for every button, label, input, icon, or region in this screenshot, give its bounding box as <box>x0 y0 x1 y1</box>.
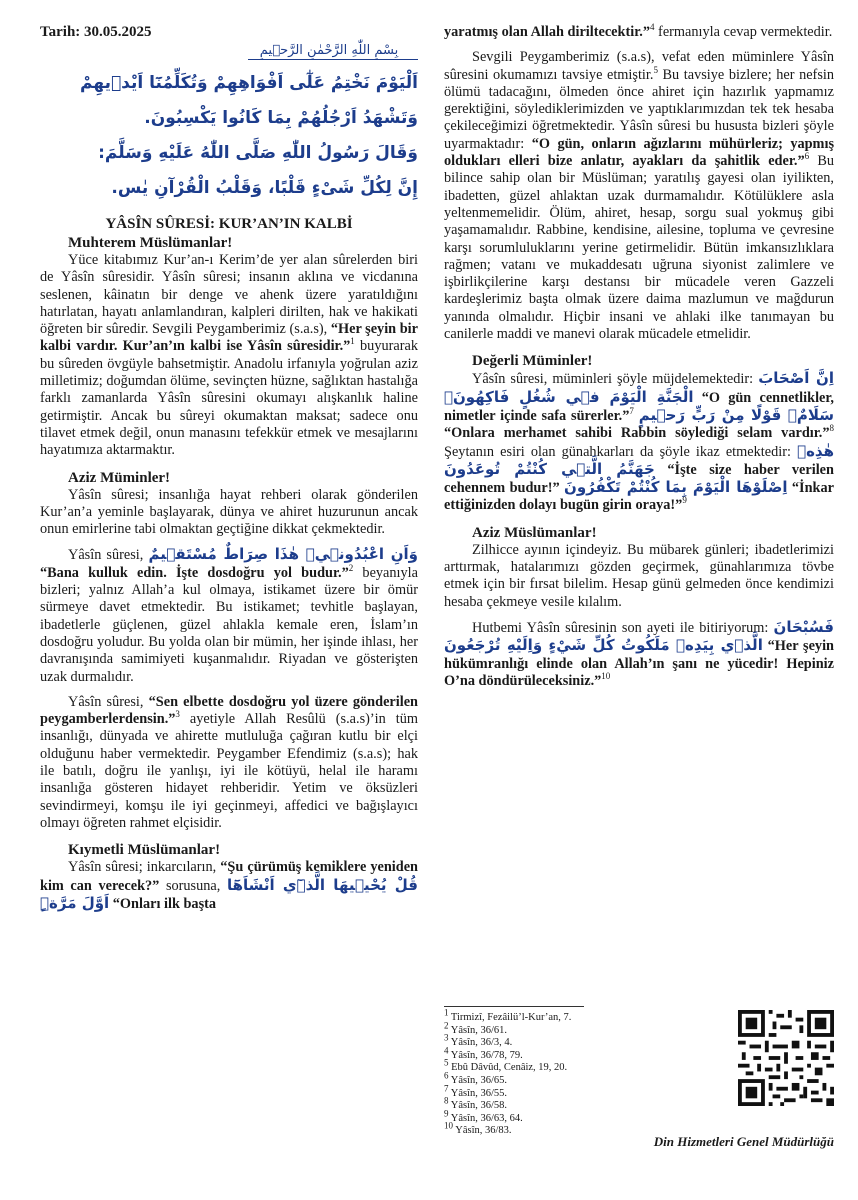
qr-code-icon[interactable] <box>738 1010 834 1106</box>
sermon-title: YÂSÎN SÛRESİ: KUR’AN’IN KALBİ <box>105 216 353 232</box>
paragraph-5-cont: yaratmış olan Allah diriltecektir.”$^4$ fermanıyla cevap vermektedir. <box>444 22 833 40</box>
heading-aziz-mu-minler: Aziz Müminler! <box>68 469 171 486</box>
inline-verse-7d: اِصْلَوْهَا الْيَوْمَ بِمَا كُنْتُمْ تَكْفُرُونَ <box>564 478 788 497</box>
footnote-item: 9 Yâsîn, 36/63, 64. <box>444 1108 523 1124</box>
inline-verse-7c: هٰذِه۪ جَهَنَّمُ الَّت۪ي كُنْتُمْ تُوعَدُونَ <box>444 441 834 478</box>
footnote-item: 10 Yâsîn, 36/83. <box>444 1120 512 1137</box>
paragraph-1: Yüce kitabımız Kur’an-ı Kerim’de yer alan sûrelerden biri de Yâsîn sûresidir. Yâsîn sûresi; insanın aklına ve vicdanına seslenen, kâinatın bir denge ve ahenk üzere yaratıldığını hatırlatan, hayatı anlamlandıran, kalpleri dirilten, hak ve hakikati öğreten bir sûredir. Sevgili Peygamberimiz (s.a.s), “Her şeyin bir kalbi vardır. Kur’an’ın kalbi ise Yâsîn sûresidir.”$^1$ buyurarak bu sûreden övgüyle bahsetmiştir. Anadolu irfanıyla yoğrulan aziz milletimiz; doğumdan ölüme, sevinçten hüzne, sağlıktan hastalığa farklı zamanlarda Yâsîn sûresini okumayı alışkanlık haline getirmiştir. Ancak bu sûreyi okumaktan maksat; sadece onu tilavet etmek değil, onun manasını tefekkür etmek ve mesajlarını hayatımıza aktarmaktır. <box>40 252 418 459</box>
paragraph-8: Zilhicce ayının içindeyiz. Bu mübarek günleri; ibadetlerimizi arttırmak, hatalarımızı gözden geçirmek, günahlarımıza tövbe etmek için bir fırsat bilelim. Hesap günü gelmeden önce kendimizi hesaba çekmeye vesile kılalım. <box>444 541 834 610</box>
footnote-item: 8 Yâsîn, 36/58. <box>444 1095 508 1112</box>
date-label: Tarih: 30.05.2025 <box>40 24 152 40</box>
inline-verse-3: وَاَنِ اعْبُدُون۪يۜ هٰذَا صِرَاطٌ مُسْتَق۪يمٌ <box>148 545 419 564</box>
footnote-item: 4 Yâsîn, 36/78, 79. <box>444 1045 523 1061</box>
paragraph-2: Yâsîn sûresi; insanlığa hayat rehberi olarak gönderilen Kur’an’a yeminle başlayarak, dünya ve ahiret huzurunun ancak onun emirlerine tabi olmaktan geçtiğine dikkat çekmektedir. <box>40 486 418 538</box>
paragraph-4: Yâsîn sûresi, “Sen elbette dosdoğru yol üzere gönderilen peygamberlerdensin.”$^3$ ayetiyle Allah Resûlü (s.a.s)’in tüm insanlığı, dünyada ve ahirette mutluluğa çağıran kutlu bir elçi olduğunu haber vermektedir. Peygamber Efendimiz (s.a.s); hak ile batılı, doğru ile yanlışı, iyi ile kötüyü, helal ile haramı insanlığa gösteren hidayet rehberidir. Yetim ve öksüzleri sevindirmeyi, komşu ile iyi geçinmeyi, affedici ve bağışlayıcı olmayı öğreten rahmet elçisidir. <box>40 693 419 831</box>
heading-aziz-muslumanlar: Aziz Müslümanlar! <box>472 524 597 541</box>
paragraph-7: Yâsîn sûresi, müminleri şöyle müjdelemektedir: اِنَّ اَصْحَابَ الْجَنَّةِ الْيَوْمَ ف۪ي شُغُلٍ فَاكِهُونَۚ “O gün cennetlikler, nimetler içinde safa sürerler.”$^7$ سَلَامٌ۠ قَوْلًا مِنْ رَبٍّ رَح۪يمٍ “Onlara merhamet sahibi Rabbin söylediği selam vardır.”$^8$ Şeytanın esiri olan günahkarları da şöyle ikaz etmektedir: هٰذِه۪ جَهَنَّمُ الَّت۪ي كُنْتُمْ تُوعَدُونَ “İşte size haber verilen cehennem budur!” اِصْلَوْهَا الْيَوْمَ بِمَا كُنْتُمْ تَكْفُرُونَ “İnkar ettiğinizden dolayı bugün girin oraya!”$^9$ <box>444 369 834 514</box>
hadith-text: إِنَّ لِكُلِّ شَىْءٍ قَلْبًا، وَقَلْبُ الْقُرْآنِ يٰس. <box>111 178 418 198</box>
inline-verse-7b: سَلَامٌ۠ قَوْلًا مِنْ رَبٍّ رَح۪يمٍ <box>638 405 834 424</box>
heading-muhterem: Muhterem Müslümanlar! <box>68 235 233 251</box>
opening-verse: اَلْيَوْمَ نَخْتِمُ عَلٰٓى اَفْوَاهِهِمْ وَتُكَلِّمُنَٓا اَيْد۪يهِمْ وَتَشْهَدُ اَرْجُلُهُمْ بِمَا كَانُوا يَكْسِبُونَ. <box>80 73 418 128</box>
footnote-item: 2 Yâsîn, 36/61. <box>444 1020 508 1036</box>
paragraph-9: Hutbemi Yâsîn sûresinin son ayeti ile bitiriyorum: فَسُبْحَانَ الَّذ۪ي بِيَدِه۪ مَلَكُوتُ كُلِّ شَيْءٍ وَاِلَيْهِ تُرْجَعُونَ “Her şeyin hükümranlığı elinde olan Allah’ın şanı ne yücedir! Hepiniz O’na döndürüleceksiniz.”$^{10}$ <box>444 617 834 689</box>
footnote-item: 6 Yâsîn, 36/65. <box>444 1070 508 1086</box>
footnote-item: 3 Yâsîn, 36/3, 4. <box>444 1032 513 1049</box>
heading-kiymetli: Kıymetli Müslümanlar! <box>68 842 221 859</box>
footnote-item: 5 Ebû Dâvûd, Cenâiz, 19, 20. <box>444 1057 568 1074</box>
inline-verse-5: قُلْ يُحْي۪يهَا الَّذ۪ٓي اَنْشَاَهَٓا اَوَّلَ مَرَّةٍۜ <box>40 875 418 912</box>
paragraph-3: Yâsîn sûresi, وَاَنِ اعْبُدُون۪يۜ هٰذَا صِرَاطٌ مُسْتَق۪يمٌ “Bana kulluk edin. İşte dosdoğru yol budur.”$^2$ beyanıyla bizleri; yalnız Allah’a kul olmaya, istikamet üzere bir ömür sürmeye davet etmektedir. Bu istikamet; tevhitle başlayan, ibadetlerle güçlenen, güzel ahlakla kemale eren, İslam’ın dosdoğru yoludur. Bu yolda olan bir mümin, her işinde ihlası, her davranışında samimiyeti kuşanmalıdır. Riyadan ve gösterişten uzak durmalıdır. <box>40 545 419 685</box>
basmala-underline <box>248 59 418 60</box>
basmala-text: بِسْمِ اللّٰهِ الرَّحْمٰنِ الرَّح۪يمِ <box>259 43 399 58</box>
publisher-signature: Din Hizmetleri Genel Müdürlüğü <box>653 1134 834 1149</box>
paragraph-5: Yâsîn sûresi; inkarcıların, “Şu çürümüş kemiklere yeniden kim can verecek?” sorusuna, قُلْ يُحْي۪يهَا الَّذ۪ٓي اَنْشَاَهَٓا اَوَّلَ مَرَّةٍۜ “Onları ilk başta <box>40 859 418 912</box>
hadith-intro: وَقَالَ رَسُولُ اللّٰهِ صَلَّى اللّٰهُ عَلَيْهِ وَسَلَّمَ: <box>98 143 418 163</box>
inline-verse-7a: اِنَّ اَصْحَابَ الْجَنَّةِ الْيَوْمَ ف۪ي شُغُلٍ فَاكِهُونَۚ <box>444 369 834 406</box>
footnote-divider <box>444 1006 584 1007</box>
paragraph-6: Sevgili Peygamberimiz (s.a.s), vefat eden müminlere Yâsîn sûresini okumamızı tavsiye etmiştir.$^5$ Bu tavsiye bizlere; her nefsin ölümü tadacağını, ölmeden önce ahiret için hazırlık yapmamız gerektiğini, söylediklerimizden ve yaptıklarımızdan tek tek hesaba çekileceğimizi öğretmektedir. Yâsîn sûresi bu hususta bizleri şöyle uyarmaktadır: “O gün, onların ağızlarını mühürleriz; yapmış oldukları elleri bize anlatır, ayakları da şahitlik eder.”$^6$ Bu bilince sahip olan bir Müslüman; yaratılış gayesi olan iyilikten, ibadetten, güzel ahlaktan uzak durmamalıdır. Kötülüklere asla yeltenmemelidir. Ölüm, ahiret, hesap, sorgu sual yokmuş gibi yaşamamalıdır. Rabbine, kendisine, ailesine, topluma ve çevresine karşı sorumluluklarını yerine getirmelidir. Bütün imkansızlıklara rağmen; vatanı ve mukaddesatı uğruna siyonist zalimlere ve işbirlikçilerine karşı destansı bir mücadele veren Gazzeli kardeşlerimiz başta olmak üzere daima mazlumun ve mağdurun yanında olmalıdır. Hiçbir insani ve ahlaki ilke tanımayan bu canilerle maddi ve manevi olarak mücadele etmelidir. <box>444 49 835 343</box>
basmala <box>240 43 418 60</box>
left-column <box>40 24 418 913</box>
heading-degerli: Değerli Müminler! <box>472 353 593 370</box>
footnote-item: 7 Yâsîn, 36/55. <box>444 1083 508 1099</box>
footnote-item: 1 Tirmizî, Fezâilü’l-Kur’an, 7. <box>444 1007 572 1023</box>
inline-verse-9: فَسُبْحَانَ الَّذ۪ي بِيَدِه۪ مَلَكُوتُ كُلِّ شَيْءٍ وَاِلَيْهِ تُرْجَعُونَ <box>444 617 834 655</box>
right-column <box>444 24 834 690</box>
footnotes <box>444 1007 704 1138</box>
